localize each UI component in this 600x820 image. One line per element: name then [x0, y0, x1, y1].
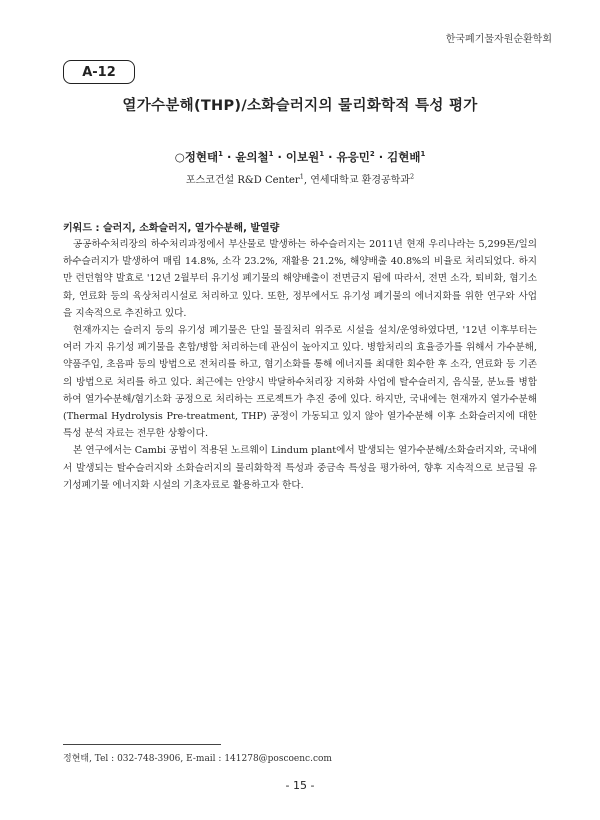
affiliation-list	[0, 171, 600, 186]
author-name: 정현태	[184, 150, 219, 164]
paper-title: 열가수분해(THP)/소화슬러지의 물리화학적 특성 평가	[122, 98, 478, 114]
author-separator: ·	[324, 150, 337, 164]
abstract-body	[63, 236, 537, 494]
affiliation	[310, 172, 415, 186]
author-name: 이보원	[285, 150, 320, 164]
page-number: - 15 -	[285, 779, 315, 792]
author	[286, 150, 337, 164]
author	[235, 150, 286, 164]
journal-header: 한국폐기물자원순환학회	[445, 34, 552, 45]
author-affiliation-mark: 2	[369, 150, 375, 159]
affiliation-separator: ,	[303, 175, 311, 186]
affiliation-name: 포스코건설 R&D Center	[185, 175, 300, 186]
author-list	[0, 149, 600, 165]
footnote-divider	[63, 744, 221, 745]
author-separator: ·	[273, 150, 286, 164]
author-name: 윤의철	[235, 150, 269, 164]
author-separator: ·	[222, 150, 236, 164]
affiliation-name: 연세대학교 환경공학과	[310, 175, 410, 186]
affiliation-mark: 1	[299, 172, 304, 181]
author	[387, 150, 425, 164]
keywords-line: 키워드 : 슬러지, 소화슬러지, 열가수분해, 발열량	[63, 223, 280, 234]
author-name: 김현배	[387, 150, 421, 164]
abstract-code-badge: A-12	[63, 60, 135, 84]
body-paragraph: 본 연구에서는 Cambi 공법이 적용된 노르웨이 Lindum plant에서 발생되는 열가수분해/소화슬러지와, 국내에서 발생되는 탈수슬러지와 소화슬러지의 물리화학적 특성과 중금속 특성을 평가하여, 향후 지속적으로 보급될 유기성폐기물 에너지화 시설의 기초자료로 활용하고자 한다.	[63, 445, 537, 491]
author	[175, 150, 236, 164]
affiliation-mark: 2	[409, 172, 415, 181]
author-affiliation-mark: 1	[268, 150, 274, 159]
author-separator: ·	[374, 150, 388, 164]
author-affiliation-mark: 1	[218, 150, 223, 159]
affiliation	[185, 172, 311, 186]
author-affiliation-mark: 1	[319, 150, 325, 159]
author-affiliation-mark: 1	[420, 150, 426, 159]
body-paragraph: 공공하수처리장의 하수처리과정에서 부산물로 발생하는 하수슬러지는 2011년 현재 우리나라는 5,299톤/일의 하수슬러지가 발생하여 매립 14.8%, 소각 23.2%, 재활용 21.2%, 해양배출 40.8%의 비율로 처리되었다. 하지만 런던협약 발효로 '12년 2월부터 유기성 폐기물의 해양배출이 전면금지 됨에 따라서, 전면 소각, 퇴비화, 혐기소화, 연료화 등의 육상처리시설로 처리하고 있다. 또한, 정부에서도 유기성 폐기물의 에너지화를 위한 연구와 사업을 지속적으로 추진하고 있다.	[63, 239, 537, 319]
body-paragraph: 현재까지는 슬러지 등의 유기성 폐기물은 단일 물질처리 위주로 시설을 설치/운영하였다면, '12년 이후부터는 여러 가지 유기성 폐기물을 혼합/병합 처리하는데 관심이 높아지고 있다. 병합처리의 효율증가를 위해서 가수분해, 약품주입, 초음파 등의 방법으로 전처리를 하고, 혐기소화를 통해 에너지를 최대한 회수한 후 소각, 연료화 등 기존의 방법으로 처리를 하고 있다. 최근에는 안양시 박달하수처리장 지하화 사업에 탈수슬러지, 음식물, 분뇨를 병합하여 열가수분해/혐기소화 공정으로 처리하는 프로젝트가 추진 중에 있다. 하지만, 국내에는 현재까지 열가수분해(Thermal Hydrolysis Pre-treatment, THP) 공정이 가동되고 있지 않아 열가수분해 이후 소화슬러지에 대한 특성 분석 자료는 전무한 상황이다.	[63, 325, 537, 440]
presenter-mark: ○	[174, 150, 185, 164]
author-name: 유응민	[336, 150, 370, 164]
author	[337, 150, 388, 164]
corresponding-author-footnote: 정현태, Tel : 032-748-3906, E-mail : 141278@poscoenc.com	[63, 754, 332, 764]
